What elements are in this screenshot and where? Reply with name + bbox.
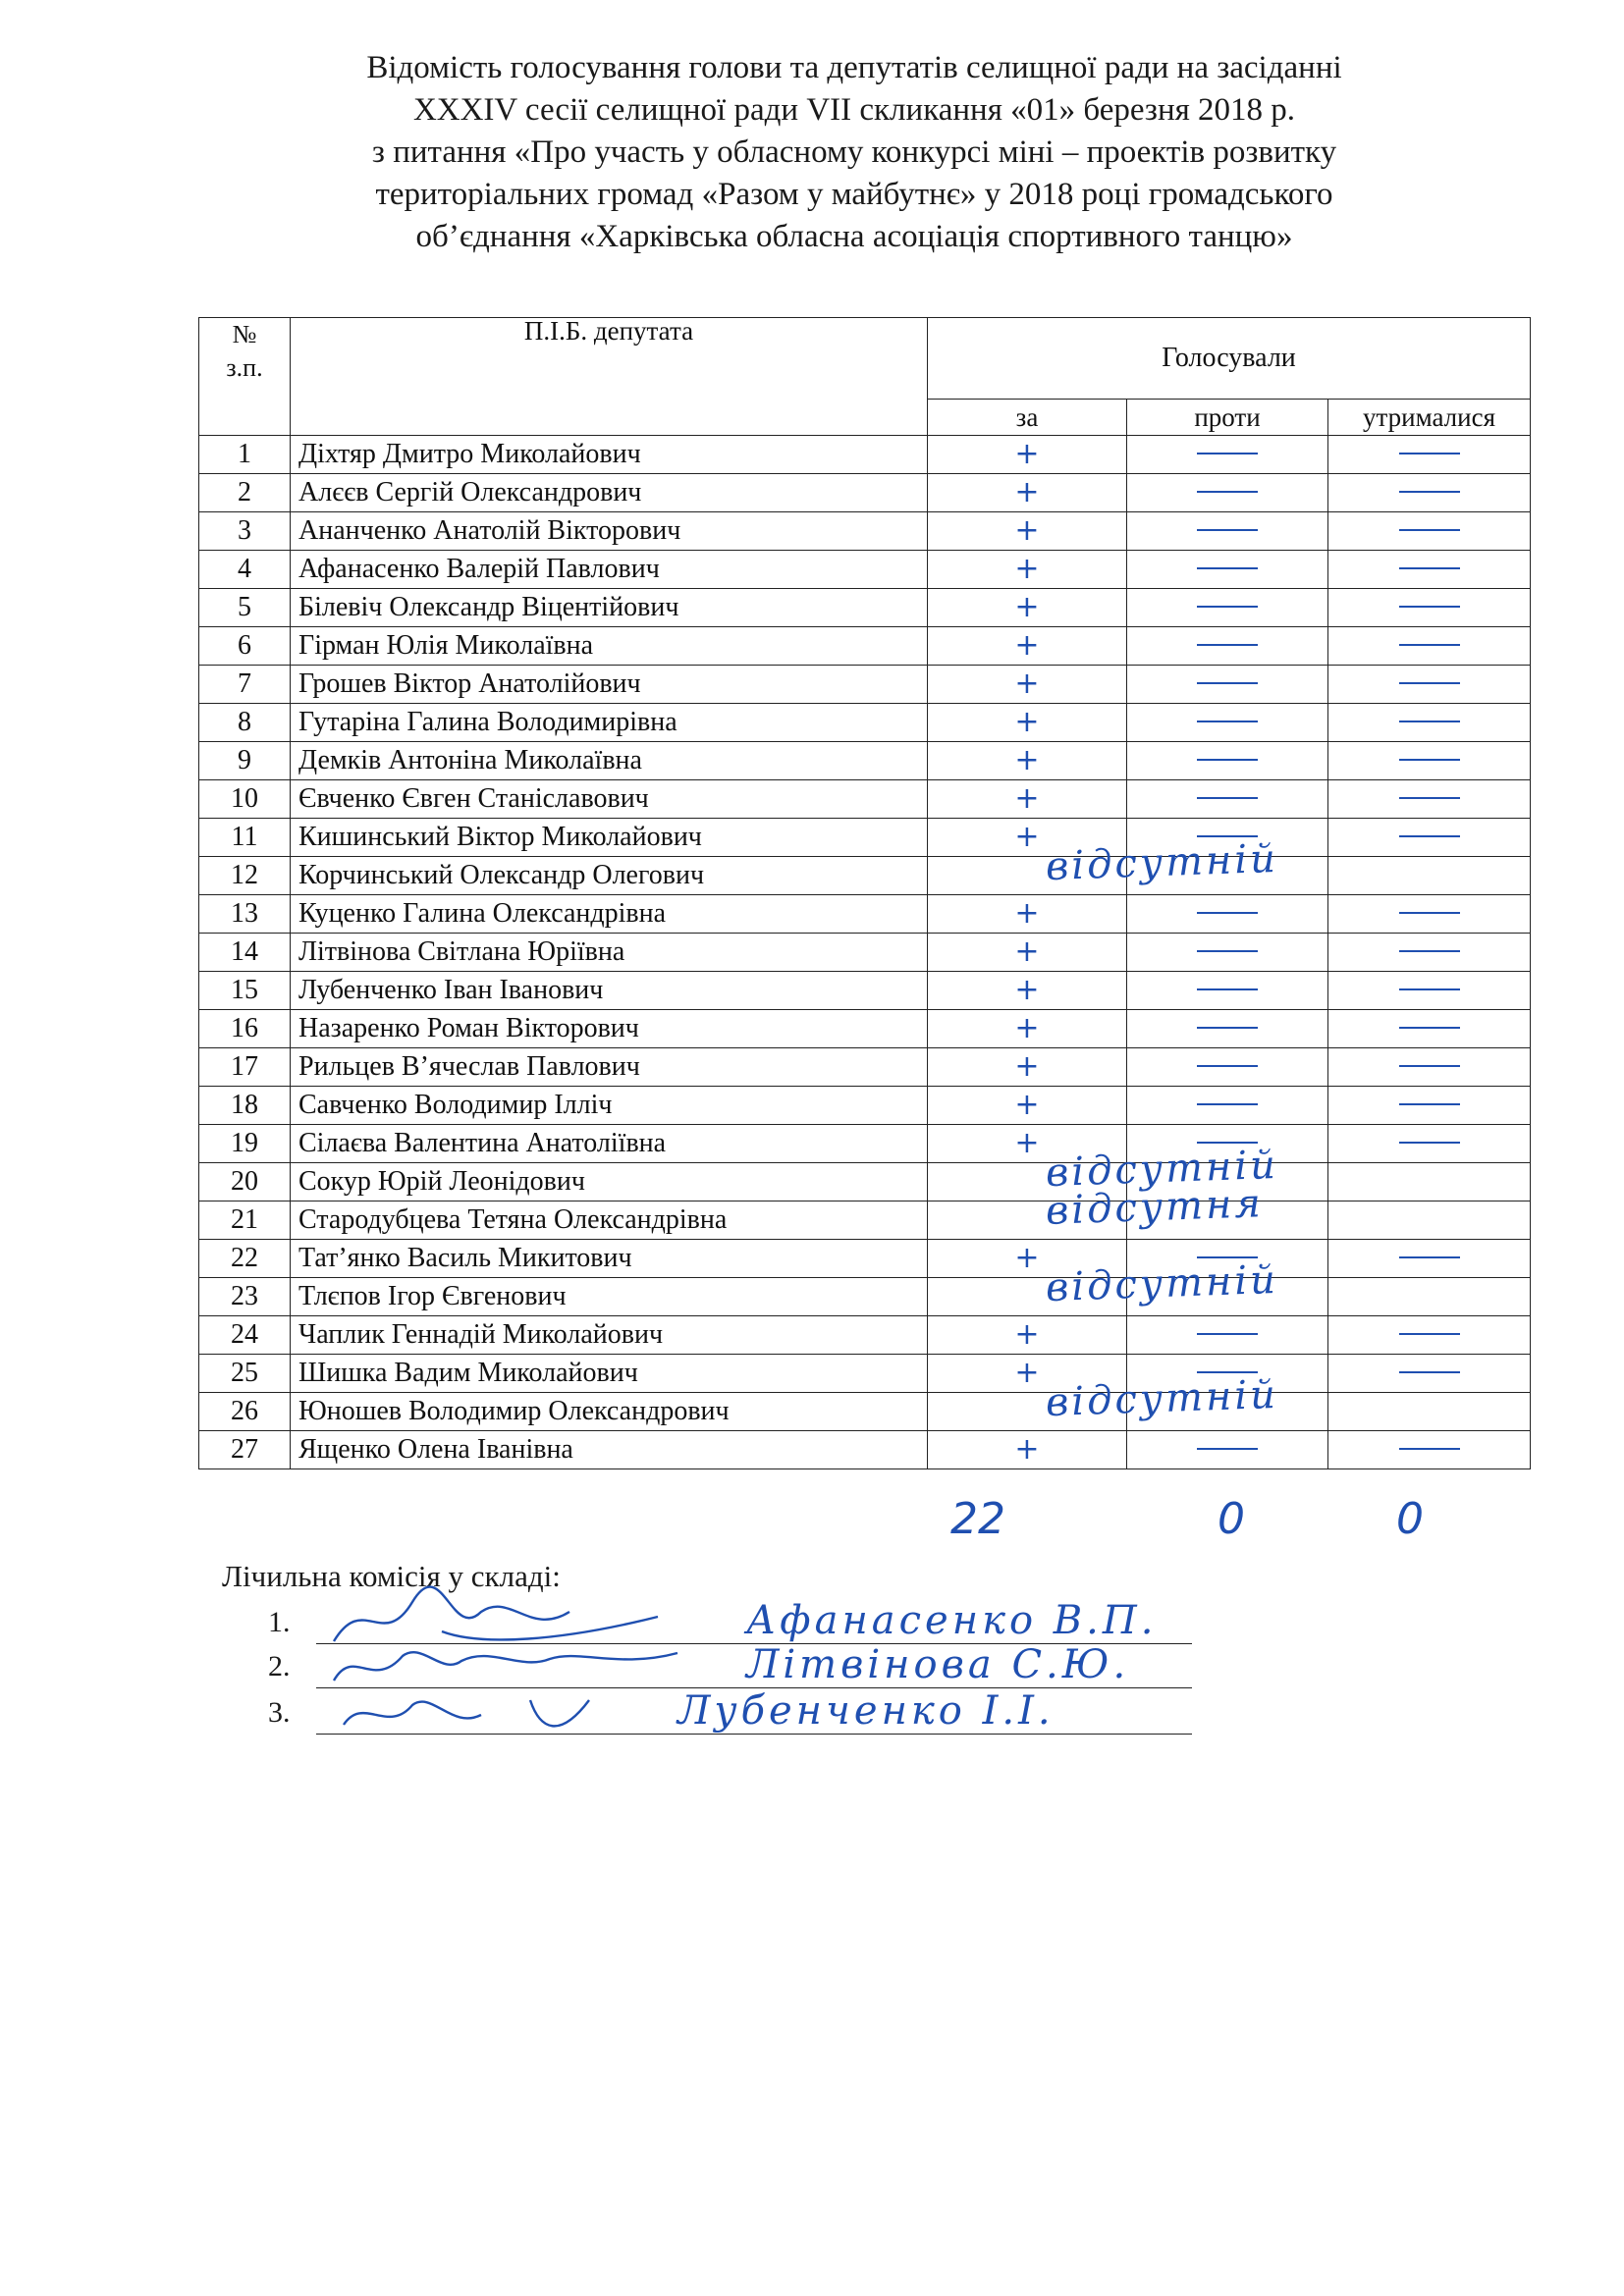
vote-for-cell [928,1181,1265,1240]
plus-mark: + [1014,1011,1040,1045]
vote-against-cell [1127,1010,1328,1048]
deputy-name: Шишка Вадим Миколайович [291,1355,928,1393]
table-row [199,1431,1531,1469]
header-abstain: утрималися [1328,400,1531,436]
vote-abstain-cell [1328,666,1531,704]
dash-mark [1399,644,1460,646]
vote-for-cell [928,895,1127,934]
table-row [199,436,1531,474]
counting-commission-label: Лічильна комісія у складі: [222,1559,561,1593]
row-number: 3 [199,512,291,551]
deputy-name: Чаплик Геннадій Миколайович [291,1316,928,1355]
table-row [199,934,1531,972]
plus-mark: + [1014,820,1040,854]
plus-mark: + [1014,934,1040,969]
vote-abstain-cell [1328,1163,1531,1201]
vote-against-cell [1127,1316,1328,1355]
vote-abstain-cell [1328,436,1531,474]
row-number: 20 [199,1163,291,1201]
table-row [199,627,1531,666]
row-number: 18 [199,1087,291,1125]
header-for: за [928,400,1127,436]
vote-against-cell [1127,1201,1328,1240]
plus-mark: + [1014,896,1040,931]
vote-abstain-cell [1328,934,1531,972]
vote-for-cell [928,474,1127,512]
dash-mark [1197,453,1258,454]
dash-mark [1197,1103,1258,1105]
vote-against-cell [1127,1048,1328,1087]
dash-mark [1197,721,1258,722]
vote-for-cell [928,666,1127,704]
table-row [199,1355,1531,1393]
vote-abstain-cell [1328,1087,1531,1125]
table-row [199,1393,1531,1431]
vote-abstain-cell [1328,1278,1531,1316]
dash-mark [1399,1065,1460,1067]
vote-against-cell [1127,474,1328,512]
vote-abstain-cell [1328,589,1531,627]
table-row [199,474,1531,512]
vote-abstain-cell [1328,1010,1531,1048]
dash-mark [1399,759,1460,761]
deputy-name: Лубенченко Іван Іванович [291,972,928,1010]
dash-mark [1197,682,1258,684]
row-number: 6 [199,627,291,666]
vote-against-cell [1127,436,1328,474]
dash-mark [1399,988,1460,990]
vote-against-cell [1127,934,1328,972]
row-number: 15 [199,972,291,1010]
row-number: 9 [199,742,291,780]
vote-abstain-cell [1328,1125,1531,1163]
vote-abstain-cell [1328,551,1531,589]
dash-mark [1399,1333,1460,1335]
deputy-name: Ященко Олена Іванівна [291,1431,928,1469]
vote-abstain-cell [1328,1201,1531,1240]
plus-mark: + [1014,1241,1040,1275]
row-number: 13 [199,895,291,934]
vote-for-cell [928,1256,1279,1316]
plus-mark: + [1014,1088,1040,1122]
vote-for-cell [928,1431,1127,1469]
vote-abstain-cell [1328,1316,1531,1355]
vote-for-cell [928,1087,1127,1125]
plus-mark: + [1014,552,1040,586]
deputy-name: Юношев Володимир Олександрович [291,1393,928,1431]
plus-mark: + [1014,1432,1040,1467]
table-row [199,780,1531,819]
vote-abstain-cell [1328,627,1531,666]
dash-mark [1399,606,1460,608]
vote-for-cell [928,704,1127,742]
header-number-line1: № [232,320,257,348]
vote-against-cell [1127,972,1328,1010]
title-line-1: Відомість голосування голови та депутатів селищної ради на засіданні [366,50,1342,85]
plus-mark: + [1014,1356,1040,1390]
vote-for-cell [928,627,1127,666]
vote-against-cell [1127,589,1328,627]
dash-mark [1197,912,1258,914]
vote-against-cell [1127,666,1328,704]
row-number: 22 [199,1240,291,1278]
table-row [199,895,1531,934]
vote-against-cell [1127,1278,1328,1316]
title-line-2: XXXIV сесії селищної ради VII скликання «01» березня 2018 р. [412,92,1296,128]
vote-abstain-cell [1328,1431,1531,1469]
dash-mark [1399,529,1460,531]
row-number: 27 [199,1431,291,1469]
table-row [199,1087,1531,1125]
deputy-name: Діхтяр Дмитро Миколайович [291,436,928,474]
dash-mark [1197,606,1258,608]
vote-for-cell [928,589,1127,627]
commission-number-2: 2. [268,1650,291,1682]
deputy-name: Сокур Юрій Леонідович [291,1163,928,1201]
dash-mark [1399,950,1460,952]
plus-mark: + [1014,705,1040,739]
dash-mark [1197,950,1258,952]
plus-mark: + [1014,475,1040,509]
vote-for-cell [928,742,1127,780]
row-number: 1 [199,436,291,474]
dash-mark [1197,1333,1258,1335]
table-row [199,666,1531,704]
vote-against-cell [1127,512,1328,551]
vote-for-cell [928,780,1127,819]
plus-mark: + [1014,1049,1040,1084]
table-row [199,1010,1531,1048]
vote-abstain-cell [1328,742,1531,780]
dash-mark [1399,1027,1460,1029]
plus-mark: + [1014,973,1040,1007]
title-line-5: об’єднання «Харківська обласна асоціація спортивного танцю» [415,219,1293,254]
document-title [245,47,1463,258]
row-number: 7 [199,666,291,704]
deputy-name: Тат’янко Василь Микитович [291,1240,928,1278]
dash-mark [1399,1371,1460,1373]
deputy-name: Кишинський Віктор Миколайович [291,819,928,857]
deputy-name: Демків Антоніна Миколаївна [291,742,928,780]
vote-against-cell [1127,780,1328,819]
vote-for-cell [928,551,1127,589]
vote-abstain-cell [1328,857,1531,895]
dash-mark [1399,835,1460,837]
plus-mark: + [1014,1317,1040,1352]
deputy-name: Грошев Віктор Анатолійович [291,666,928,704]
commission-member-3: Лубенченко І.І. [677,1688,1055,1734]
absent-note: відсутній [1045,1142,1279,1197]
table-row [199,551,1531,589]
dash-mark [1197,1027,1258,1029]
vote-abstain-cell [1328,972,1531,1010]
dash-mark [1197,567,1258,569]
row-number: 17 [199,1048,291,1087]
vote-for-cell [928,934,1127,972]
dash-mark [1399,721,1460,722]
row-number: 12 [199,857,291,895]
row-number: 21 [199,1201,291,1240]
deputy-name: Сілаєва Валентина Анатоліївна [291,1125,928,1163]
row-number: 24 [199,1316,291,1355]
deputy-name: Ананченко Анатолій Вікторович [291,512,928,551]
plus-mark: + [1014,667,1040,701]
vote-against-cell [1127,1393,1328,1431]
header-against: проти [1127,400,1328,436]
vote-against-cell [1127,857,1328,895]
total-for: 22 [950,1494,1005,1544]
dash-mark [1399,912,1460,914]
absent-note: відсутній [1045,1256,1279,1311]
dash-mark [1197,491,1258,493]
voting-table [198,317,1531,1469]
row-number: 8 [199,704,291,742]
total-abstain: 0 [1396,1494,1424,1544]
table-row [199,857,1531,895]
dash-mark [1399,682,1460,684]
table-row [199,1240,1531,1278]
deputy-name: Назаренко Роман Вікторович [291,1010,928,1048]
header-voted: Голосували [928,318,1531,400]
vote-abstain-cell [1328,1355,1531,1393]
row-number: 2 [199,474,291,512]
row-number: 11 [199,819,291,857]
row-number: 4 [199,551,291,589]
vote-for-cell [928,1048,1127,1087]
commission-number-1: 1. [268,1606,291,1638]
dash-mark [1197,644,1258,646]
dash-mark [1399,1103,1460,1105]
vote-against-cell [1127,742,1328,780]
deputy-name: Алєєв Сергій Олександрович [291,474,928,512]
dash-mark [1399,797,1460,799]
row-number: 23 [199,1278,291,1316]
deputy-name: Євченко Євген Станіславович [291,780,928,819]
plus-mark: + [1014,437,1040,471]
vote-abstain-cell [1328,1393,1531,1431]
table-row [199,1278,1531,1316]
dash-mark [1197,759,1258,761]
dash-mark [1197,529,1258,531]
commission-member-1: Афанасенко В.П. [746,1598,1158,1643]
vote-against-cell [1127,704,1328,742]
vote-for-cell [928,1010,1127,1048]
dash-mark [1399,1142,1460,1144]
vote-abstain-cell [1328,474,1531,512]
header-name: П.І.Б. депутата [291,318,928,436]
dash-mark [1399,453,1460,454]
title-line-4: територіальних громад «Разом у майбутнє» у 2018 році громадського [375,177,1333,212]
vote-abstain-cell [1328,895,1531,934]
vote-against-cell [1127,551,1328,589]
vote-abstain-cell [1328,512,1531,551]
header-number-line2: з.п. [226,353,263,382]
vote-abstain-cell [1328,780,1531,819]
dash-mark [1399,491,1460,493]
table-row [199,1048,1531,1087]
row-number: 19 [199,1125,291,1163]
plus-mark: + [1014,781,1040,816]
row-number: 5 [199,589,291,627]
table-row [199,1125,1531,1163]
dash-mark [1399,567,1460,569]
vote-against-cell [1127,895,1328,934]
commission-member-2: Літвінова С.Ю. [746,1642,1130,1687]
deputy-name: Гірман Юлія Миколаївна [291,627,928,666]
vote-for-cell [928,512,1127,551]
signature-3 [334,1681,668,1749]
table-row [199,704,1531,742]
row-number: 10 [199,780,291,819]
deputy-name: Гутаріна Галина Володимирівна [291,704,928,742]
plus-mark: + [1014,590,1040,624]
total-against: 0 [1218,1494,1245,1544]
table-row [199,1163,1531,1201]
deputy-name: Літвінова Світлана Юріївна [291,934,928,972]
vote-against-cell [1127,1087,1328,1125]
table-row [199,1316,1531,1355]
deputy-name: Тлєпов Ігор Євгенович [291,1278,928,1316]
table-row [199,972,1531,1010]
absent-note: відсутній [1045,835,1279,890]
deputy-name: Білевіч Олександр Віцентійович [291,589,928,627]
table-row [199,512,1531,551]
vote-against-cell [1127,627,1328,666]
plus-mark: + [1014,1126,1040,1160]
dash-mark [1197,1448,1258,1450]
dash-mark [1197,1065,1258,1067]
absent-note: відсутня [1045,1181,1265,1234]
vote-for-cell [928,835,1279,895]
table-row [199,819,1531,857]
row-number: 16 [199,1010,291,1048]
title-line-3: з питання «Про участь у обласному конкурсі міні – проектів розвитку [371,134,1337,170]
plus-mark: + [1014,628,1040,663]
deputy-name: Рильцев В’ячеслав Павлович [291,1048,928,1087]
plus-mark: + [1014,513,1040,548]
dash-mark [1197,988,1258,990]
dash-mark [1197,797,1258,799]
absent-note: відсутній [1045,1371,1279,1426]
row-number: 14 [199,934,291,972]
table-row [199,589,1531,627]
dash-mark [1399,1448,1460,1450]
vote-against-cell [1127,1431,1328,1469]
vote-for-cell [928,1371,1279,1431]
vote-for-cell [928,972,1127,1010]
deputy-name: Корчинський Олександр Олегович [291,857,928,895]
vote-abstain-cell [1328,1240,1531,1278]
deputy-name: Куценко Галина Олександрівна [291,895,928,934]
row-number: 25 [199,1355,291,1393]
row-number: 26 [199,1393,291,1431]
vote-for-cell [928,436,1127,474]
deputy-name: Стародубцева Тетяна Олександрівна [291,1201,928,1240]
deputy-name: Савченко Володимир Ілліч [291,1087,928,1125]
table-row [199,1201,1531,1240]
vote-for-cell [928,1316,1127,1355]
vote-abstain-cell [1328,819,1531,857]
deputy-name: Афанасенко Валерій Павлович [291,551,928,589]
vote-abstain-cell [1328,704,1531,742]
vote-abstain-cell [1328,1048,1531,1087]
table-row [199,742,1531,780]
dash-mark [1399,1256,1460,1258]
header-number [199,318,291,436]
plus-mark: + [1014,743,1040,777]
commission-number-3: 3. [268,1696,291,1729]
